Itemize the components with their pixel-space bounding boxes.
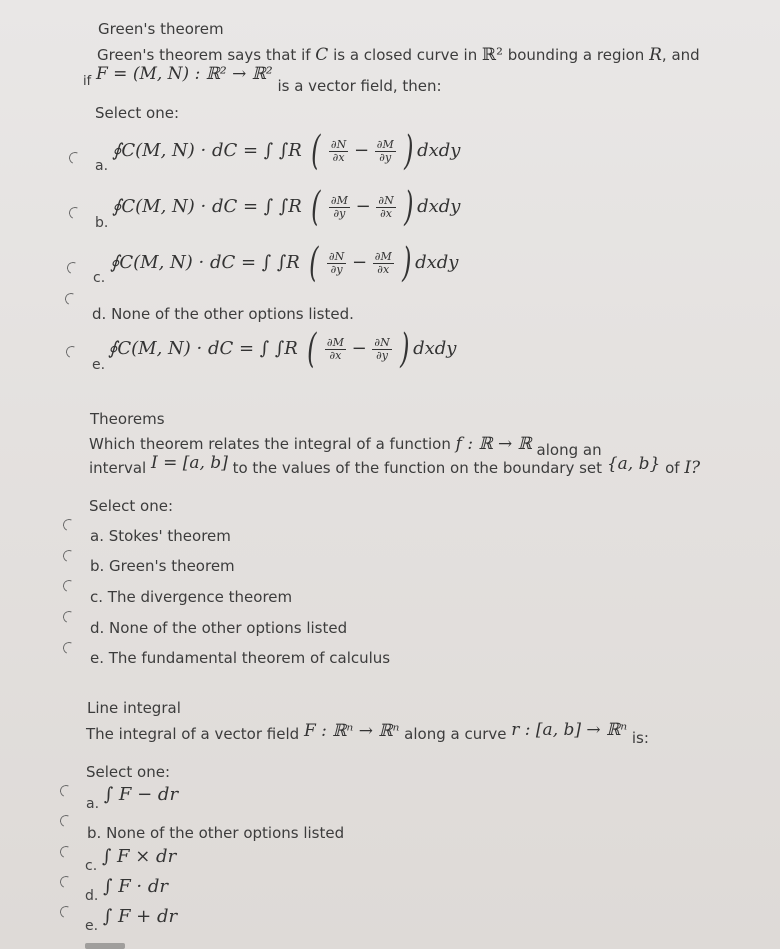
q1-sym-r: R: [649, 45, 662, 65]
q2-line1-b: along an: [536, 441, 602, 459]
q3-radio-c[interactable]: [58, 844, 73, 859]
q1-prompt-c: bounding a region: [507, 46, 645, 64]
q3-radio-d[interactable]: [58, 874, 73, 889]
q1-e-lhs: ∮C(M, N) · dC = ∫ ∫R: [108, 338, 298, 359]
q1-letter-c: c.: [93, 270, 106, 286]
q3-select-label: Select one:: [86, 763, 171, 781]
q1-a-frac2: $\frac{\partial M}{\partial y}$: [376, 137, 394, 164]
q1-radio-b[interactable]: [67, 205, 82, 220]
q1-c-frac2: $\frac{\partial M}{\partial x}$: [374, 249, 392, 276]
q1-option-d[interactable]: [92, 305, 354, 323]
q3-line-a: The integral of a vector field: [86, 725, 300, 743]
q1-letter-e: e.: [92, 357, 106, 373]
q1-radio-e[interactable]: [64, 344, 79, 359]
q3-line-c: is:: [631, 729, 649, 747]
q1-prompt-d: , and: [661, 46, 700, 64]
q2-line2-math3: I?: [684, 458, 701, 478]
q1-sym-r2: ℝ²: [481, 45, 503, 65]
q3-radio-b[interactable]: [58, 813, 73, 828]
q2-line1-math: f : ℝ → ℝ: [455, 434, 532, 454]
q1-radio-d[interactable]: [63, 291, 78, 306]
q3-option-c[interactable]: [85, 846, 177, 874]
q1-b-lhs: ∮C(M, N) · dC = ∫ ∫R: [112, 196, 302, 217]
q2-radio-b[interactable]: [61, 548, 76, 563]
q3-line: [86, 720, 649, 747]
q2-line2-a: interval: [89, 459, 147, 477]
q1-e-frac2: $\frac{\partial N}{\partial y}$: [374, 335, 390, 362]
cut-off-text-fragment: [85, 943, 125, 949]
q2-line2: [89, 453, 701, 478]
q3-math-e: ∫ F + dr: [102, 906, 178, 927]
q2-line2-math2: {a, b}: [606, 454, 661, 474]
q1-a-tail: dxdy: [417, 140, 461, 161]
q3-option-b[interactable]: [87, 824, 344, 842]
q1-prompt-e: is a vector field, then:: [277, 77, 442, 95]
q3-option-e[interactable]: [85, 906, 178, 934]
q3-letter-a: a.: [86, 796, 100, 812]
q1-prompt-if: if: [83, 74, 92, 89]
q2-line2-math: I = [a, b]: [150, 453, 228, 473]
q1-formula-b[interactable]: ∮C(M, N) · dC = ∫ ∫R ( $\frac{\partial M}{\partial y}$ − $\frac{\partial N}{\partial x}$ ) dxdy: [112, 184, 461, 230]
q2-line2-c: of: [665, 459, 680, 477]
q3-math-d: ∫ F · dr: [103, 876, 169, 897]
q3-line-math1: F : ℝⁿ → ℝⁿ: [303, 721, 400, 741]
q3-title: Line integral: [87, 699, 181, 717]
q1-title: Green's theorem: [98, 20, 224, 38]
q2-select-label: Select one:: [89, 497, 174, 515]
q1-c-lhs: ∮C(M, N) · dC = ∫ ∫R: [110, 252, 300, 273]
q2-line1-a: Which theorem relates the integral of a function: [89, 435, 451, 453]
q2-radio-a[interactable]: [61, 517, 76, 532]
q1-formula-a[interactable]: ∮C(M, N) · dC = ∫ ∫R ( $\frac{\partial N}{\partial x}$ − $\frac{\partial M}{\partial y}$ ) dxdy: [112, 128, 461, 174]
q2-radio-d[interactable]: [61, 609, 76, 624]
q2-option-e[interactable]: e. The fundamental theorem of calculus: [90, 649, 391, 667]
q3-letter-d: d.: [85, 888, 99, 904]
q1-a-frac1: $\frac{\partial N}{\partial x}$: [330, 137, 347, 164]
q1-prompt-b: is a closed curve in: [333, 46, 478, 64]
q1-letter-d: d.: [92, 305, 107, 323]
q2-title: Theorems: [90, 410, 165, 428]
q2-radio-c[interactable]: [61, 578, 76, 593]
q1-c-tail: dxdy: [415, 252, 459, 273]
q3-letter-b: b.: [87, 824, 102, 842]
q1-letter-b: b.: [95, 215, 109, 231]
q3-math-c: ∫ F × dr: [101, 846, 177, 867]
q3-radio-e[interactable]: [58, 904, 73, 919]
q1-sym-f: F = (M, N) : ℝ² → ℝ²: [95, 64, 273, 84]
q1-b-frac2: $\frac{\partial N}{\partial x}$: [378, 193, 394, 220]
q3-letter-e: e.: [85, 918, 99, 934]
q3-letter-c: c.: [85, 858, 98, 874]
q3-option-d[interactable]: [85, 876, 169, 904]
q2-radio-e[interactable]: [61, 640, 76, 655]
q1-formula-e[interactable]: ∮C(M, N) · dC = ∫ ∫R ( $\frac{\partial M}{\partial x}$ − $\frac{\partial N}{\partial y}$ ) dxdy: [108, 326, 457, 372]
q1-prompt-line2: [83, 64, 442, 95]
q3-option-a[interactable]: [86, 784, 179, 812]
q1-prompt-line1: [97, 45, 700, 65]
q1-a-lhs: ∮C(M, N) · dC = ∫ ∫R: [112, 140, 302, 161]
q1-e-tail: dxdy: [413, 338, 457, 359]
q3-line-math2: r : [a, b] → ℝⁿ: [511, 720, 628, 740]
q1-radio-a[interactable]: [67, 150, 82, 165]
q1-radio-c[interactable]: [65, 260, 80, 275]
q1-formula-c[interactable]: ∮C(M, N) · dC = ∫ ∫R ( $\frac{\partial N}{\partial y}$ − $\frac{\partial M}{\partial x}$ ) dxdy: [110, 240, 459, 286]
q1-letter-a: a.: [95, 158, 109, 174]
q3-line-b: along a curve: [404, 725, 507, 743]
q2-option-c[interactable]: c. The divergence theorem: [90, 588, 293, 606]
q3-text-b: None of the other options listed: [106, 824, 345, 842]
q1-b-frac1: $\frac{\partial M}{\partial y}$: [330, 193, 348, 220]
q1-prompt-a: Green's theorem says that if: [97, 46, 311, 64]
q2-option-b[interactable]: b. Green's theorem: [90, 557, 235, 575]
q1-b-tail: dxdy: [417, 196, 461, 217]
q1-select-label: Select one:: [95, 104, 180, 122]
q2-option-d[interactable]: d. None of the other options listed: [90, 619, 348, 637]
q1-text-d: None of the other options listed.: [111, 305, 354, 323]
q2-line1: [89, 434, 602, 459]
q3-math-a: ∫ F − dr: [103, 784, 179, 805]
q1-e-frac1: $\frac{\partial M}{\partial x}$: [326, 335, 344, 362]
q2-line2-b: to the values of the function on the boundary set: [232, 459, 603, 477]
q1-sym-c: C: [315, 45, 329, 65]
q1-c-frac1: $\frac{\partial N}{\partial y}$: [328, 249, 345, 276]
q2-option-a[interactable]: a. Stokes' theorem: [90, 527, 231, 545]
q3-radio-a[interactable]: [58, 783, 73, 798]
